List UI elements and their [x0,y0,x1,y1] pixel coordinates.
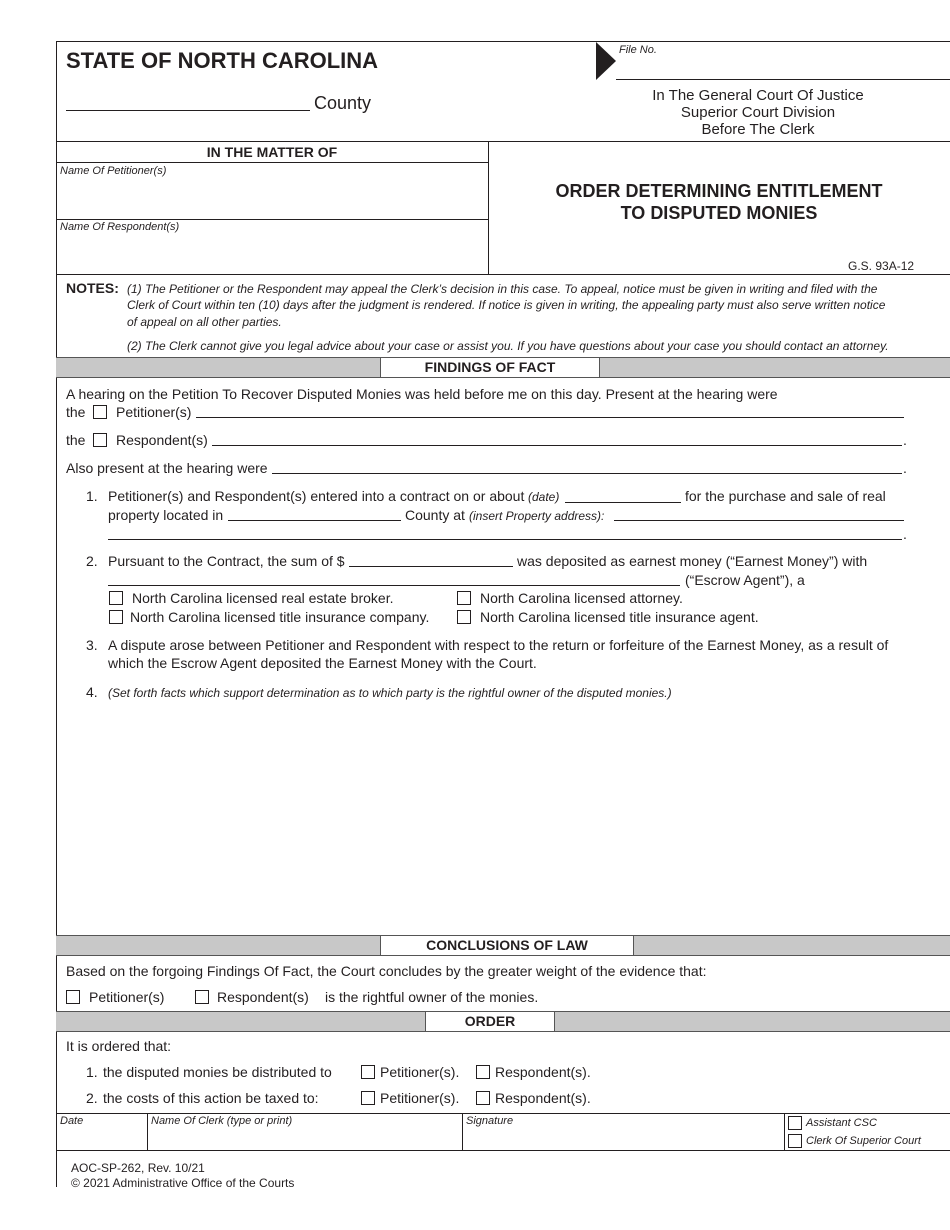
period-address: . [903,526,907,542]
note-2: (2) The Clerk cannot give you legal advice about your case or assist you. If you have questions about your case you should contact an attorney. [127,339,889,353]
attorney-label: North Carolina licensed attorney. [480,590,683,606]
matter-title: IN THE MATTER OF [206,144,338,160]
file-no-top-line [596,41,950,42]
title-company-checkbox[interactable] [109,610,123,624]
item-1-text-c: property located in [108,507,224,523]
clerk-superior-court-label: Clerk Of Superior Court [806,1135,921,1147]
period-respondents: . [903,432,907,448]
property-county-field[interactable] [228,520,401,521]
distribute-respondents-label: Respondent(s). [495,1064,591,1080]
order-title: ORDER [425,1011,555,1032]
respondent-name-field[interactable] [56,234,488,272]
form-number: AOC-SP-262, Rev. 10/21 [71,1161,205,1175]
item-3-number: 3. [86,637,98,653]
costs-respondents-label: Respondent(s). [495,1090,591,1106]
county-label: County [314,93,372,113]
findings-intro: A hearing on the Petition To Recover Disputed Monies was held before me on this day. Present at the hearing were [66,386,778,402]
item-2-number: 2. [86,553,98,569]
title-agent-checkbox[interactable] [457,610,471,624]
item-1-text-b: for the purchase and sale of real [685,488,886,504]
costs-respondents-checkbox[interactable] [476,1091,490,1105]
item-3-text-a: A dispute arose between Petitioner and Respondent with respect to the return or forfeiture of the Earnest Money, as a result of [108,637,889,653]
order-item-2-text: the costs of this action be taxed to: [103,1090,319,1106]
clerk-name-field[interactable] [148,1128,461,1149]
present-petitioners-checkbox[interactable] [93,405,107,419]
order-item-1-number: 1. [86,1064,98,1080]
conclusion-owner-text: is the rightful owner of the monies. [325,989,539,1005]
notes-label: NOTES: [66,280,119,296]
assistant-csc-label: Assistant CSC [806,1117,877,1129]
findings-the-1: the [66,404,86,420]
item-2-text-a: Pursuant to the Contract, the sum of $ [108,553,345,569]
item-4-number: 4. [86,684,98,700]
court-line-3: Before The Clerk [701,121,815,138]
present-petitioners-field[interactable] [196,417,904,418]
title-agent-label: North Carolina licensed title insurance agent. [480,609,759,625]
title-company-label: North Carolina licensed title insurance company. [130,609,430,625]
also-present-label: Also present at the hearing were [66,460,268,476]
clerk-name-label: Name Of Clerk (type or print) [151,1115,293,1127]
distribute-respondents-checkbox[interactable] [476,1065,490,1079]
item-1-date-label: (date) [528,490,560,504]
petitioner-name-label: Name Of Petitioner(s) [60,165,167,177]
form-title-line-2: TO DISPUTED MONIES [620,203,818,223]
assistant-csc-checkbox[interactable] [788,1116,802,1130]
note-1-line-1: (1) The Petitioner or the Respondent may appeal the Clerk’s decision in this case. To appeal, notice must be given in writing and filed with the [127,282,878,296]
date-label: Date [60,1115,84,1127]
contract-date-field[interactable] [565,502,681,503]
header-divider [56,141,950,142]
item-1-text-a: Petitioner(s) and Respondent(s) entered into a contract on or about [108,488,525,504]
matter-bottom-line [56,274,950,275]
costs-petitioners-label: Petitioner(s). [380,1090,460,1106]
findings-title: FINDINGS OF FACT [380,357,600,378]
signature-top-line [56,1113,950,1114]
petitioner-name-field[interactable] [56,178,488,218]
conclusion-respondents-checkbox[interactable] [195,990,209,1004]
order-item-1-text: the disputed monies be distributed to [103,1064,332,1080]
conclusion-respondents-label: Respondent(s) [217,989,309,1005]
court-line-2: Superior Court Division [680,104,836,121]
escrow-agent-field[interactable] [108,585,680,586]
period-also-present: . [903,460,907,476]
sig-divider-3 [784,1113,785,1150]
findings-the-2: the [66,432,86,448]
broker-label: North Carolina licensed real estate broker. [132,590,394,606]
clerk-superior-court-checkbox[interactable] [788,1134,802,1148]
respondent-name-label: Name Of Respondent(s) [60,221,180,233]
broker-checkbox[interactable] [109,591,123,605]
court-line-1: In The General Court Of Justice [652,87,864,104]
petitioner-divider [56,219,488,220]
item-4-instruction: (Set forth facts which support determination as to which party is the rightful owner of the disputed monies.) [108,686,672,700]
property-address-field-2[interactable] [108,539,902,540]
item-3-text-b: which the Escrow Agent deposited the Earnest Money with the Court. [108,655,537,671]
present-respondents-label: Respondent(s) [116,432,208,448]
item-1-number: 1. [86,488,98,504]
also-present-field[interactable] [272,473,902,474]
present-petitioners-label: Petitioner(s) [116,404,192,420]
item-1-address-label: (insert Property address): [469,509,605,523]
file-no-label: File No. [619,44,657,56]
date-field[interactable] [57,1128,146,1149]
property-address-field[interactable] [614,520,904,521]
distribute-petitioners-label: Petitioner(s). [380,1064,460,1080]
facts-text-area[interactable] [108,704,908,930]
matter-title-line [56,162,488,163]
earnest-money-amount-field[interactable] [349,566,513,567]
item-2-text-b: was deposited as earnest money (“Earnest Money”) with [517,553,868,569]
costs-petitioners-checkbox[interactable] [361,1091,375,1105]
note-1-line-3: of appeal on all other parties. [127,315,282,329]
item-1-text-d: County at [405,507,465,523]
conclusion-petitioners-label: Petitioner(s) [89,989,165,1005]
signature-field[interactable] [463,1128,783,1149]
item-2-text-c: (“Escrow Agent”), a [685,572,805,588]
order-item-2-number: 2. [86,1090,98,1106]
attorney-checkbox[interactable] [457,591,471,605]
form-title-line-1: ORDER DETERMINING ENTITLEMENT [555,181,883,201]
conclusion-petitioners-checkbox[interactable] [66,990,80,1004]
note-1-line-2: Clerk of Court within ten (10) days after the judgment is rendered. If notice is given in writing, the appealing party must also serve written notice [127,298,886,312]
county-field[interactable] [66,110,310,111]
conclusions-intro: Based on the forgoing Findings Of Fact, the Court concludes by the greater weight of the evidence that: [66,963,707,979]
distribute-petitioners-checkbox[interactable] [361,1065,375,1079]
statute-reference: G.S. 93A-12 [848,259,915,273]
signature-bottom-line [56,1150,950,1151]
conclusions-title: CONCLUSIONS OF LAW [380,935,634,956]
file-no-arrow-icon [596,42,616,80]
copyright: © 2021 Administrative Office of the Courts [71,1176,295,1190]
state-title: STATE OF NORTH CAROLINA [66,48,379,73]
file-no-field[interactable] [616,79,950,80]
present-respondents-checkbox[interactable] [93,433,107,447]
top-border [56,41,597,42]
present-respondents-field[interactable] [212,445,902,446]
order-intro: It is ordered that: [66,1038,172,1054]
signature-label: Signature [466,1115,514,1127]
